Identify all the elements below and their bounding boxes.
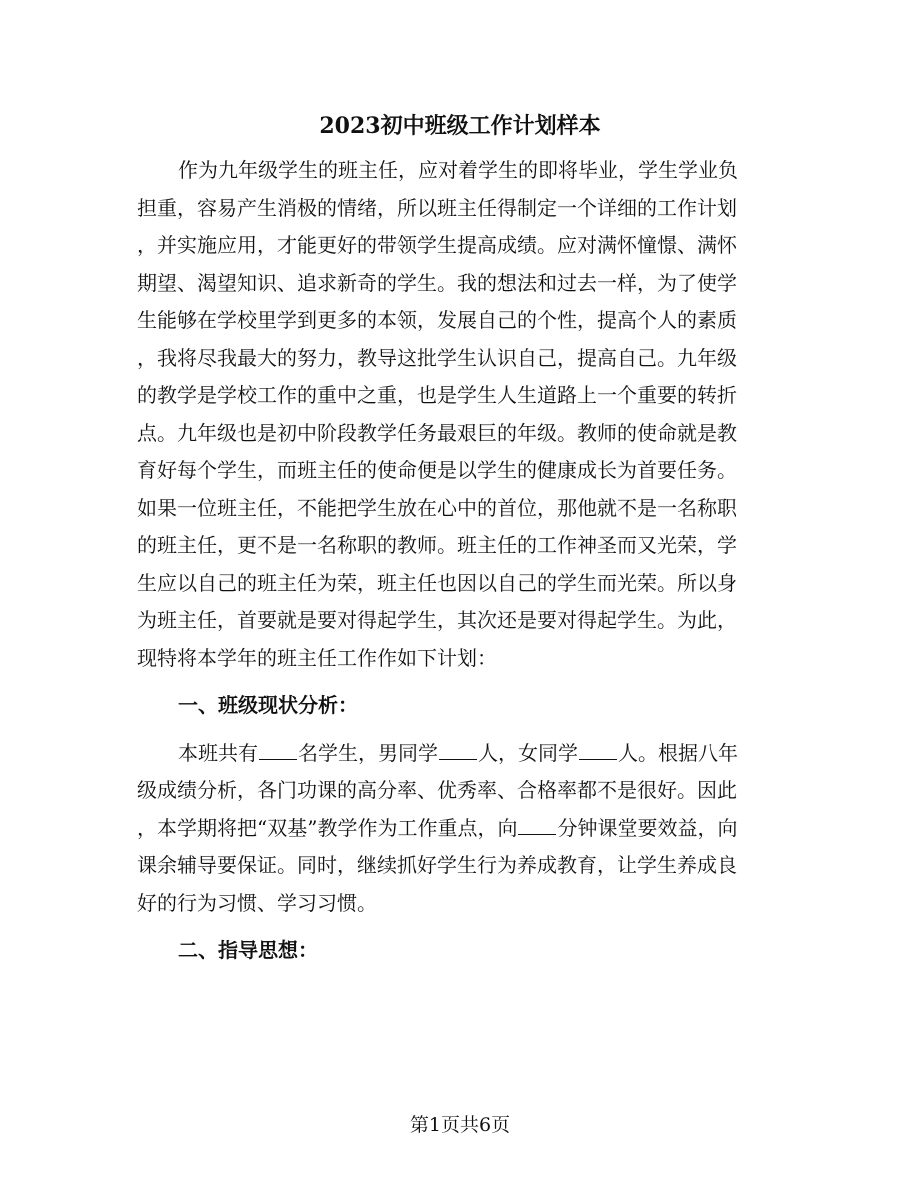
intro-line: 的班主任，更不是一名称职的教师。班主任的工作神圣而又光荣，学 [137, 533, 737, 557]
section1-line: 级成绩分析，各门功课的高分率、优秀率、合格率都不是很好。因此 [137, 778, 737, 802]
intro-line: 现特将本学年的班主任工作作如下计划： [137, 645, 497, 670]
spacer [137, 677, 789, 687]
section1-line: 好的行为习惯、学习习惯。 [137, 890, 377, 915]
intro-line: 育好每个学生，而班主任的使命便是以学生的健康成长为首要任务。 [137, 458, 737, 482]
document-body [137, 152, 789, 970]
text-fragment: 名学生，男同学 [298, 740, 438, 765]
intro-line: 为班主任，首要就是要对得起学生，其次还是要对得起学生。为此， [137, 608, 737, 632]
text-fragment: ，本学期将把“双基”教学作为工作重点，向 [137, 815, 518, 840]
intro-line: ，我将尽我最大的努力，教导这批学生认识自己，提高自己。九年级 [137, 345, 737, 370]
spacer [137, 725, 789, 735]
section-heading: 二、指导思想： [178, 938, 318, 962]
text-fragment: 本班共有 [178, 740, 258, 765]
document-title: 2023初中班级工作计划样本 [319, 113, 601, 139]
intro-line: ，并实施应用，才能更好的带领学生提高成绩。应对满怀憧憬、满怀 [137, 233, 737, 257]
text-fragment: 分钟课堂要效益，向 [557, 815, 738, 840]
blank-field[interactable] [518, 814, 556, 835]
text-fragment: 人，女同学 [478, 740, 578, 765]
intro-line: 期望、渴望知识、追求新奇的学生。我的想法和过去一样，为了使学 [137, 270, 737, 295]
blank-field[interactable] [259, 739, 297, 760]
spacer [137, 922, 789, 932]
section1-line [137, 735, 789, 773]
section1-line: 课余辅导要保证。同时，继续抓好学生行为养成教育，让学生养成良 [137, 853, 737, 877]
page-footer: 第1页共6页 [409, 1114, 511, 1136]
intro-line: 生能够在学校里学到更多的本领，发展自己的个性，提高个人的素质 [137, 308, 737, 332]
text-fragment: 人。根据八年 [618, 740, 738, 765]
intro-line: 担重，容易产生消极的情绪，所以班主任得制定一个详细的工作计划 [137, 195, 737, 220]
intro-line: 点。九年级也是初中阶段教学任务最艰巨的年级。教师的使命就是教 [137, 420, 737, 445]
intro-line: 作为九年级学生的班主任，应对着学生的即将毕业，学生学业负 [178, 158, 738, 182]
section-heading: 一、班级现状分析： [178, 693, 358, 717]
blank-field[interactable] [579, 739, 617, 760]
intro-line: 如果一位班主任，不能把学生放在心中的首位，那他就不是一名称职 [137, 495, 737, 520]
intro-line: 的教学是学校工作的重中之重，也是学生人生道路上一个重要的转折 [137, 383, 737, 407]
intro-line: 生应以自己的班主任为荣，班主任也因以自己的学生而光荣。所以身 [137, 570, 737, 595]
section1-line [137, 810, 789, 848]
blank-field[interactable] [439, 739, 477, 760]
